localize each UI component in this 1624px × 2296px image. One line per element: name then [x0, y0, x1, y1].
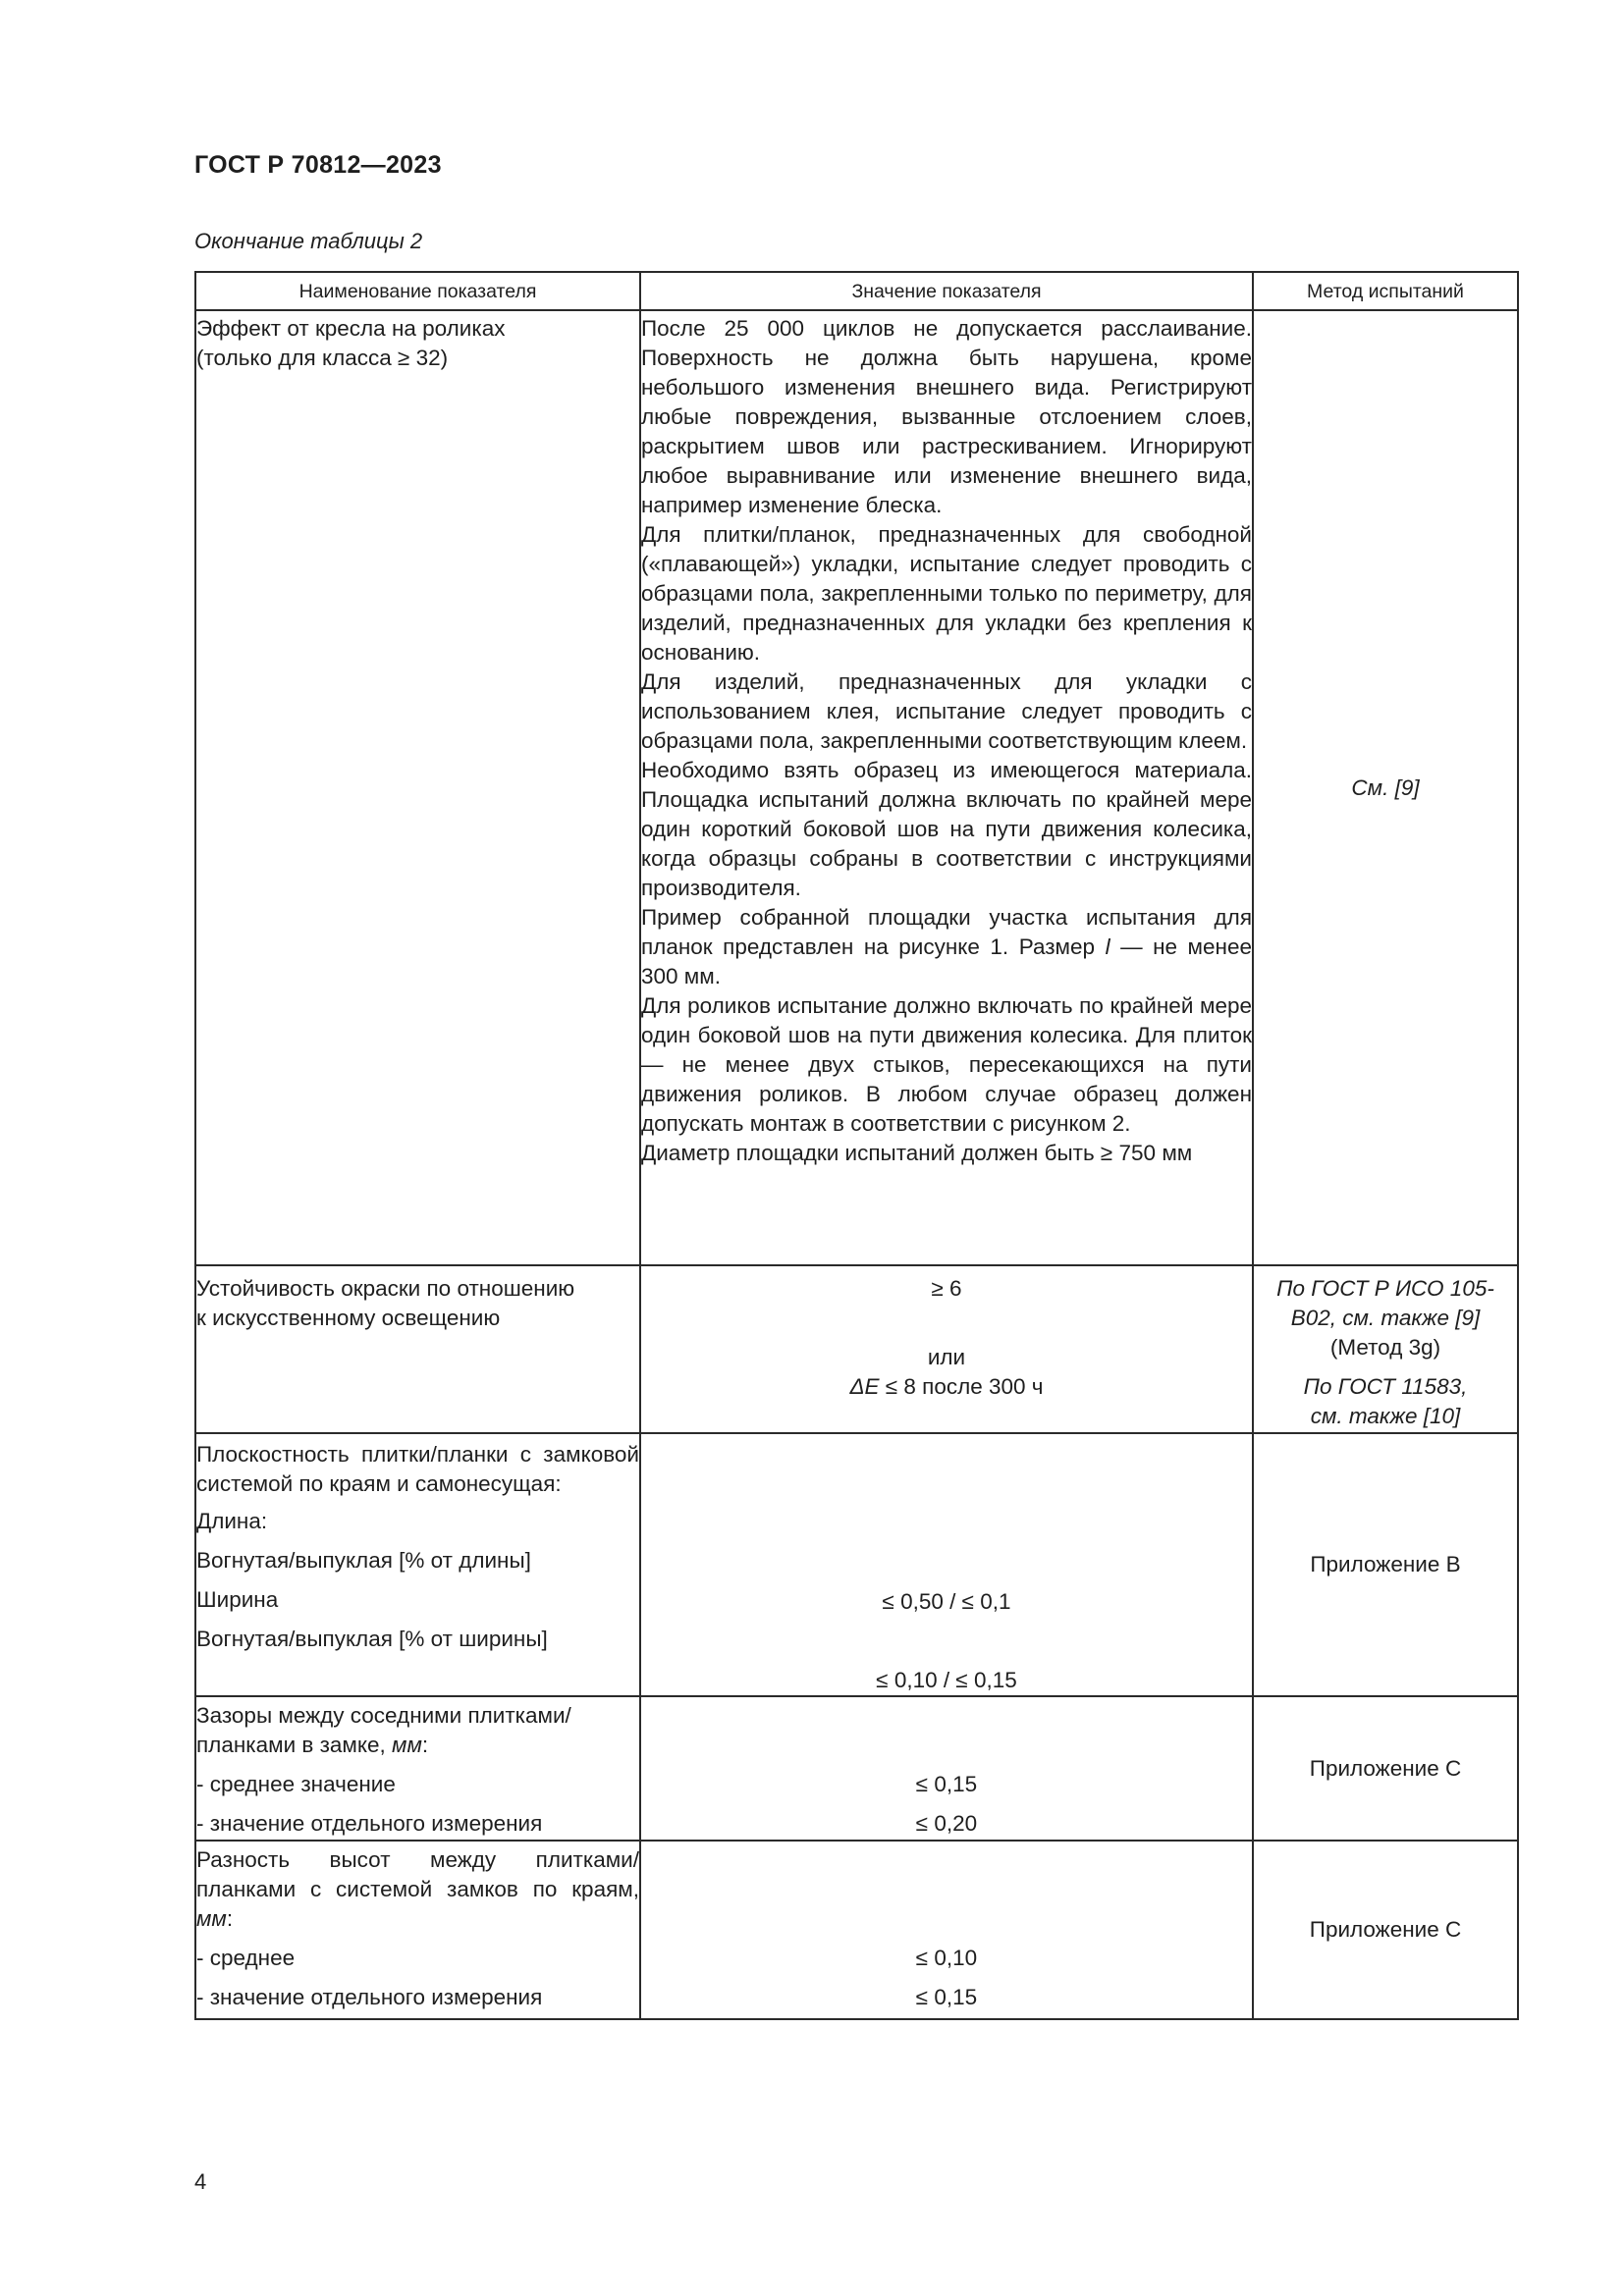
indicator-name [196, 1845, 639, 1934]
spec-table [194, 271, 1519, 2020]
value-cell [640, 1433, 1253, 1696]
width-label: Ширина [196, 1587, 279, 1612]
value-text: или [927, 1345, 966, 1369]
paragraph-text: — не менее 300 мм. [641, 934, 1252, 988]
column-header: Значение показателя [640, 272, 1253, 310]
value-paragraph: Для изделий, предназначенных для укладки с использованием клея, испытание следует проводить с образцами пола, закрепленными соответствующим клеем. [641, 669, 1252, 753]
indicator-cell [195, 1433, 640, 1696]
value-text: ≤ 0,10 [915, 1946, 978, 1970]
value-text: ≤ 0,15 [915, 1772, 978, 1796]
method-note: (Метод 3g) [1329, 1335, 1441, 1360]
method-cell: Приложение C [1253, 1841, 1518, 2019]
value-cell [640, 1696, 1253, 1841]
value-text: ≥ 6 [931, 1276, 962, 1301]
concave-length-label: Вогнутая/выпуклая [% от длины] [196, 1548, 531, 1573]
table-row [195, 1696, 1518, 1841]
value-cell [640, 1841, 1253, 2019]
spacer [641, 1304, 1252, 1343]
mean-label: - среднее значение [196, 1772, 396, 1796]
unit-text: мм [392, 1733, 422, 1757]
table-row [195, 310, 1518, 1265]
method-text: B02, см. также [9] [1290, 1306, 1481, 1330]
table-row [195, 1841, 1518, 2019]
value-paragraph: Для плитки/планок, предназначенных для свободной («плавающей») укладки, испытание следует проводить с образцами пола, закрепленными только по периметру, для изделий, предназначенных для укладки без крепления к основанию. [641, 522, 1252, 665]
table-row [195, 1265, 1518, 1433]
spacer [641, 1617, 1252, 1666]
page-number: 4 [194, 2169, 207, 2194]
size-symbol: l [1105, 934, 1110, 959]
unit-text: мм [196, 1906, 227, 1931]
spacer [641, 1701, 1252, 1770]
mean-label: - среднее [196, 1946, 296, 1970]
indicator-cell [195, 1841, 640, 2019]
value-text: ≤ 0,10 / ≤ 0,15 [876, 1668, 1017, 1692]
value-cell [640, 1265, 1253, 1433]
value-paragraph: После 25 000 циклов не допускается расслаивание. Поверхность не должна быть нарушена, кроме небольшого изменения внешнего вида. Регистрируют любые повреждения, вызванные отслоением слоев, раскрытием швов или растрескиванием. Игнорируют любое выравнивание или изменение внешнего вида, например изменение блеска. [641, 316, 1252, 517]
column-header: Наименование показателя [195, 272, 640, 310]
indicator-cell [195, 1696, 640, 1841]
method-text: По ГОСТ 11583, [1303, 1374, 1468, 1399]
delta-e-symbol: ΔE [849, 1374, 880, 1399]
value-text: ≤ 0,50 / ≤ 0,1 [882, 1589, 1011, 1614]
indicator-cell [195, 310, 640, 1265]
indicator-text: Разность высот между плитками/ планками с системой замков по краям, [196, 1847, 639, 1901]
indicator-text: Зазоры между соседними плитками/ планками в замке, [196, 1703, 571, 1757]
value-text: ≤ 0,20 [915, 1811, 978, 1836]
length-label: Длина: [196, 1509, 268, 1533]
indicator-name [196, 1701, 639, 1760]
value-paragraph: Диаметр площадки испытаний должен быть ≥ 750 мм [641, 1141, 1193, 1165]
paragraph-text: Пример собранной площадки участка испытания для планок представлен на рисунке 1. Размер [641, 905, 1252, 959]
indicator-name: (только для класса ≥ 32) [196, 346, 449, 370]
value-paragraph [641, 903, 1252, 991]
method-cell: Приложение B [1253, 1433, 1518, 1696]
column-header: Метод испытаний [1253, 272, 1518, 310]
indicator-text: : [421, 1733, 429, 1757]
spacer [641, 1845, 1252, 1944]
table-header-row [195, 272, 1518, 310]
indicator-cell [195, 1265, 640, 1433]
value-paragraph: Для роликов испытание должно включать по крайней мере один боковой шов на пути движения колесика. Для плиток — не менее двух стыков, пересекающихся на пути движения роликов. В любом случае образец должен допускать монтаж в соответствии с рисунком 2. [641, 993, 1252, 1136]
indicator-name: к искусственному освещению [196, 1306, 501, 1330]
indicator-name: Устойчивость окраски по отношению [196, 1276, 575, 1301]
concave-width-label: Вогнутая/выпуклая [% от ширины] [196, 1627, 548, 1651]
single-label: - значение отдельного измерения [196, 1811, 543, 1836]
method-cell [1253, 1265, 1518, 1433]
spacer [1254, 1362, 1517, 1372]
value-text [641, 1372, 1252, 1402]
table-row [195, 1433, 1518, 1696]
value-text: ≤ 8 после 300 ч [879, 1374, 1044, 1399]
table-caption: Окончание таблицы 2 [194, 229, 423, 253]
method-text: По ГОСТ Р ИСО 105- [1276, 1276, 1494, 1301]
method-cell: Приложение C [1253, 1696, 1518, 1841]
indicator-name: Плоскостность плитки/планки с замковой системой по краям и самонесущая: [196, 1442, 639, 1496]
value-paragraph: Необходимо взять образец из имеющегося материала. Площадка испытаний должна включать по крайней мере один короткий боковой шов на пути движения колесика, когда образцы собраны в соответствии с инструкциями производителя. [641, 758, 1252, 900]
document-title: ГОСТ Р 70812—2023 [194, 151, 442, 179]
spacer [641, 1440, 1252, 1587]
method-cell: См. [9] [1253, 310, 1518, 1265]
indicator-name: Эффект от кресла на роликах [196, 316, 506, 341]
value-cell [640, 310, 1253, 1265]
value-text: ≤ 0,15 [915, 1985, 978, 2009]
single-label: - значение отдельного измерения [196, 1985, 543, 2009]
method-text: см. также [10] [1310, 1404, 1461, 1428]
indicator-text: : [226, 1906, 234, 1931]
